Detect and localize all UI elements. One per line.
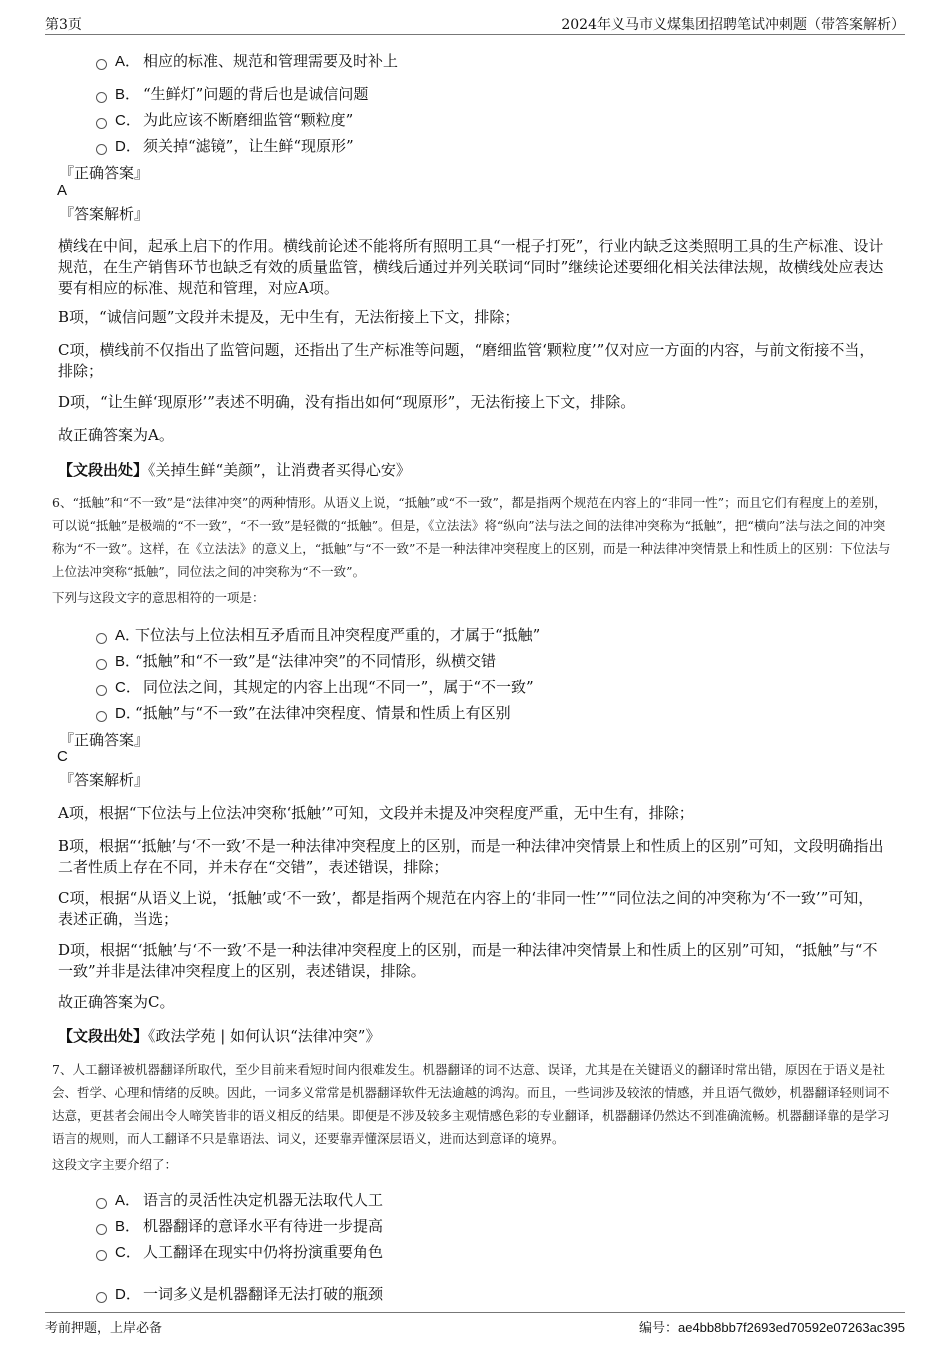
q6-analysis-label: 『答案解析』 (59, 771, 150, 789)
footer-slogan: 考前押题，上岸必备 (45, 1321, 163, 1336)
radio-icon[interactable] (96, 633, 107, 644)
radio-icon[interactable] (96, 1224, 107, 1235)
q7-option-a[interactable]: A． 语言的灵活性决定机器无法取代人工 (96, 1189, 383, 1210)
radio-icon[interactable] (96, 1198, 107, 1209)
q6-option-b[interactable]: B．“抵触”和“不一致”是“法律冲突”的不同情形，纵横交错 (96, 650, 496, 671)
q5-option-d[interactable]: D． 须关掉“滤镜”，让生鲜“现原形” (96, 135, 354, 156)
q6-stem: 6、“抵触”和“不一致”是“法律冲突”的两种情形。从语义上说，“抵触”或“不一致”，都是指两个规范在内容上的“非同一性”；而且它们有程度上的差别，可以说“抵触”是极端的“不一致”，“不一致”是轻微的“抵触”。但是，《立法法》将“纵向”法与法之间的法律冲突称为“抵触”，把“横向”法与法之间的冲突称为“不一致”。这样，在《立法法》的意义上，“抵触”与“不一致”不是一种法律冲突程度上的区别，而是一种法律冲突情景上和性质上的区别：下位法与上位法冲突称“抵触”，同位法之间的冲突称为“不一致”。 (52, 495, 891, 579)
q7-option-b[interactable]: B． 机器翻译的意译水平有待进一步提高 (96, 1215, 383, 1236)
radio-icon[interactable] (96, 1292, 107, 1303)
q5-answer: A (57, 182, 68, 199)
q5-source: 【文段出处】《关掉生鲜“美颜”，让消费者买得心安》 (58, 461, 411, 479)
radio-icon[interactable] (96, 711, 107, 722)
q7-question: 这段文字主要介绍了： (52, 1157, 178, 1172)
q5-analysis-paragraph: 故正确答案为A。 (58, 426, 174, 444)
q6-analysis-paragraph: D项，根据“‘抵触’与‘不一致’不是一种法律冲突程度上的区别，而是一种法律冲突情景上和性质上的区别”可知，“抵触”与“不一致”并非是法律冲突程度上的区别，表述错误，排除。 (58, 941, 878, 980)
q6-analysis-paragraph: B项，根据“‘抵触’与‘不一致’不是一种法律冲突程度上的区别，而是一种法律冲突情景上和性质上的区别”可知，文段明确指出二者性质上存在不同，并未存在“交错”，表述错误，排除； (58, 837, 884, 876)
radio-icon[interactable] (96, 1250, 107, 1261)
page-footer (45, 1312, 905, 1335)
document-title: 2024年义马市义煤集团招聘笔试冲刺题（带答案解析） (561, 17, 905, 33)
q6-option-d[interactable]: D．“抵触”与“不一致”在法律冲突程度、情景和性质上有区别 (96, 702, 511, 723)
radio-icon[interactable] (96, 659, 107, 670)
q5-analysis-paragraph: B项，“诚信问题”文段并未提及，无中生有，无法衔接上下文，排除； (58, 308, 520, 326)
q5-analysis-paragraph: 横线在中间，起承上启下的作用。横线前论述不能将所有照明工具“一棍子打死”，行业内缺乏这类照明工具的生产标准、设计规范，在生产销售环节也缺乏有效的质量监管，横线后通过并列关联词“同时”继续论述要细化相关法律法规，故横线处应表达要有相应的标准、规范和管理，对应A项。 (58, 237, 884, 297)
q6-analysis-paragraph: 故正确答案为C。 (58, 993, 175, 1011)
q5-option-c[interactable]: C． 为此应该不断磨细监管“颗粒度” (96, 109, 353, 130)
q5-analysis-label: 『答案解析』 (59, 205, 150, 223)
radio-icon[interactable] (96, 685, 107, 696)
q6-answer: C (57, 748, 68, 765)
q6-question: 下列与这段文字的意思相符的一项是： (52, 590, 265, 605)
q5-option-a[interactable]: A． 相应的标准、规范和管理需要及时补上 (96, 50, 398, 71)
radio-icon[interactable] (96, 118, 107, 129)
q6-source: 【文段出处】《政法学苑 | 如何认识“法律冲突”》 (58, 1027, 381, 1045)
q7-stem: 7、人工翻译被机器翻译所取代，至少目前来看短时间内很难发生。机器翻译的词不达意、误译，尤其是在关键语义的翻译时常出错，原因在于语义是社会、哲学、心理和情绪的反映。因此，一词多义常常是机器翻译软件无法逾越的鸿沟。而且，一些词涉及较浓的情感，并且语气微妙，机器翻译轻则词不达意，更甚者会闹出令人啼笑皆非的语义相反的结果。即便是不涉及较多主观情感色彩的专业翻译，机器翻译仍然达不到准确流畅。机器翻译靠的是学习语言的规则，而人工翻译不只是靠语法、词义，还要靠弄懂深层语义，进而达到意译的境界。 (52, 1062, 890, 1146)
radio-icon[interactable] (96, 92, 107, 103)
document-id: 编号：ae4bb8bb7f2693ed70592e07263ac395 (638, 1320, 905, 1335)
q6-option-a[interactable]: A．下位法与上位法相互矛盾而且冲突程度严重的，才属于“抵触” (96, 624, 540, 645)
q5-analysis-paragraph: D项，“让生鲜‘现原形’”表述不明确，没有指出如何“现原形”，无法衔接上下文，排除。 (58, 393, 636, 411)
q7-option-c[interactable]: C． 人工翻译在现实中仍将扮演重要角色 (96, 1241, 383, 1262)
page-number: 第3页 (45, 17, 82, 33)
q6-option-c[interactable]: C． 同位法之间，其规定的内容上出现“不同一”，属于“不一致” (96, 676, 534, 697)
q5-answer-label: 『正确答案』 (59, 164, 150, 182)
q7-option-d[interactable]: D． 一词多义是机器翻译无法打破的瓶颈 (96, 1283, 383, 1304)
radio-icon[interactable] (96, 144, 107, 155)
radio-icon[interactable] (96, 59, 107, 70)
q6-analysis-paragraph: A项，根据“下位法与上位法冲突称‘抵触’”可知，文段并未提及冲突程度严重，无中生有，排除； (58, 804, 694, 822)
q6-answer-label: 『正确答案』 (59, 731, 150, 749)
page-header (45, 12, 905, 35)
q5-option-b[interactable]: B． “生鲜灯”问题的背后也是诚信问题 (96, 83, 368, 104)
q5-analysis-paragraph: C项，横线前不仅指出了监管问题，还指出了生产标准等问题，“磨细监管‘颗粒度’”仅对应一方面的内容，与前文衔接不当，排除； (58, 341, 875, 380)
q6-analysis-paragraph: C项，根据“从语义上说，‘抵触’或‘不一致’，都是指两个规范在内容上的‘非同一性’”“同位法之间的冲突称为‘不一致’”可知，表述正确，当选； (58, 889, 874, 928)
